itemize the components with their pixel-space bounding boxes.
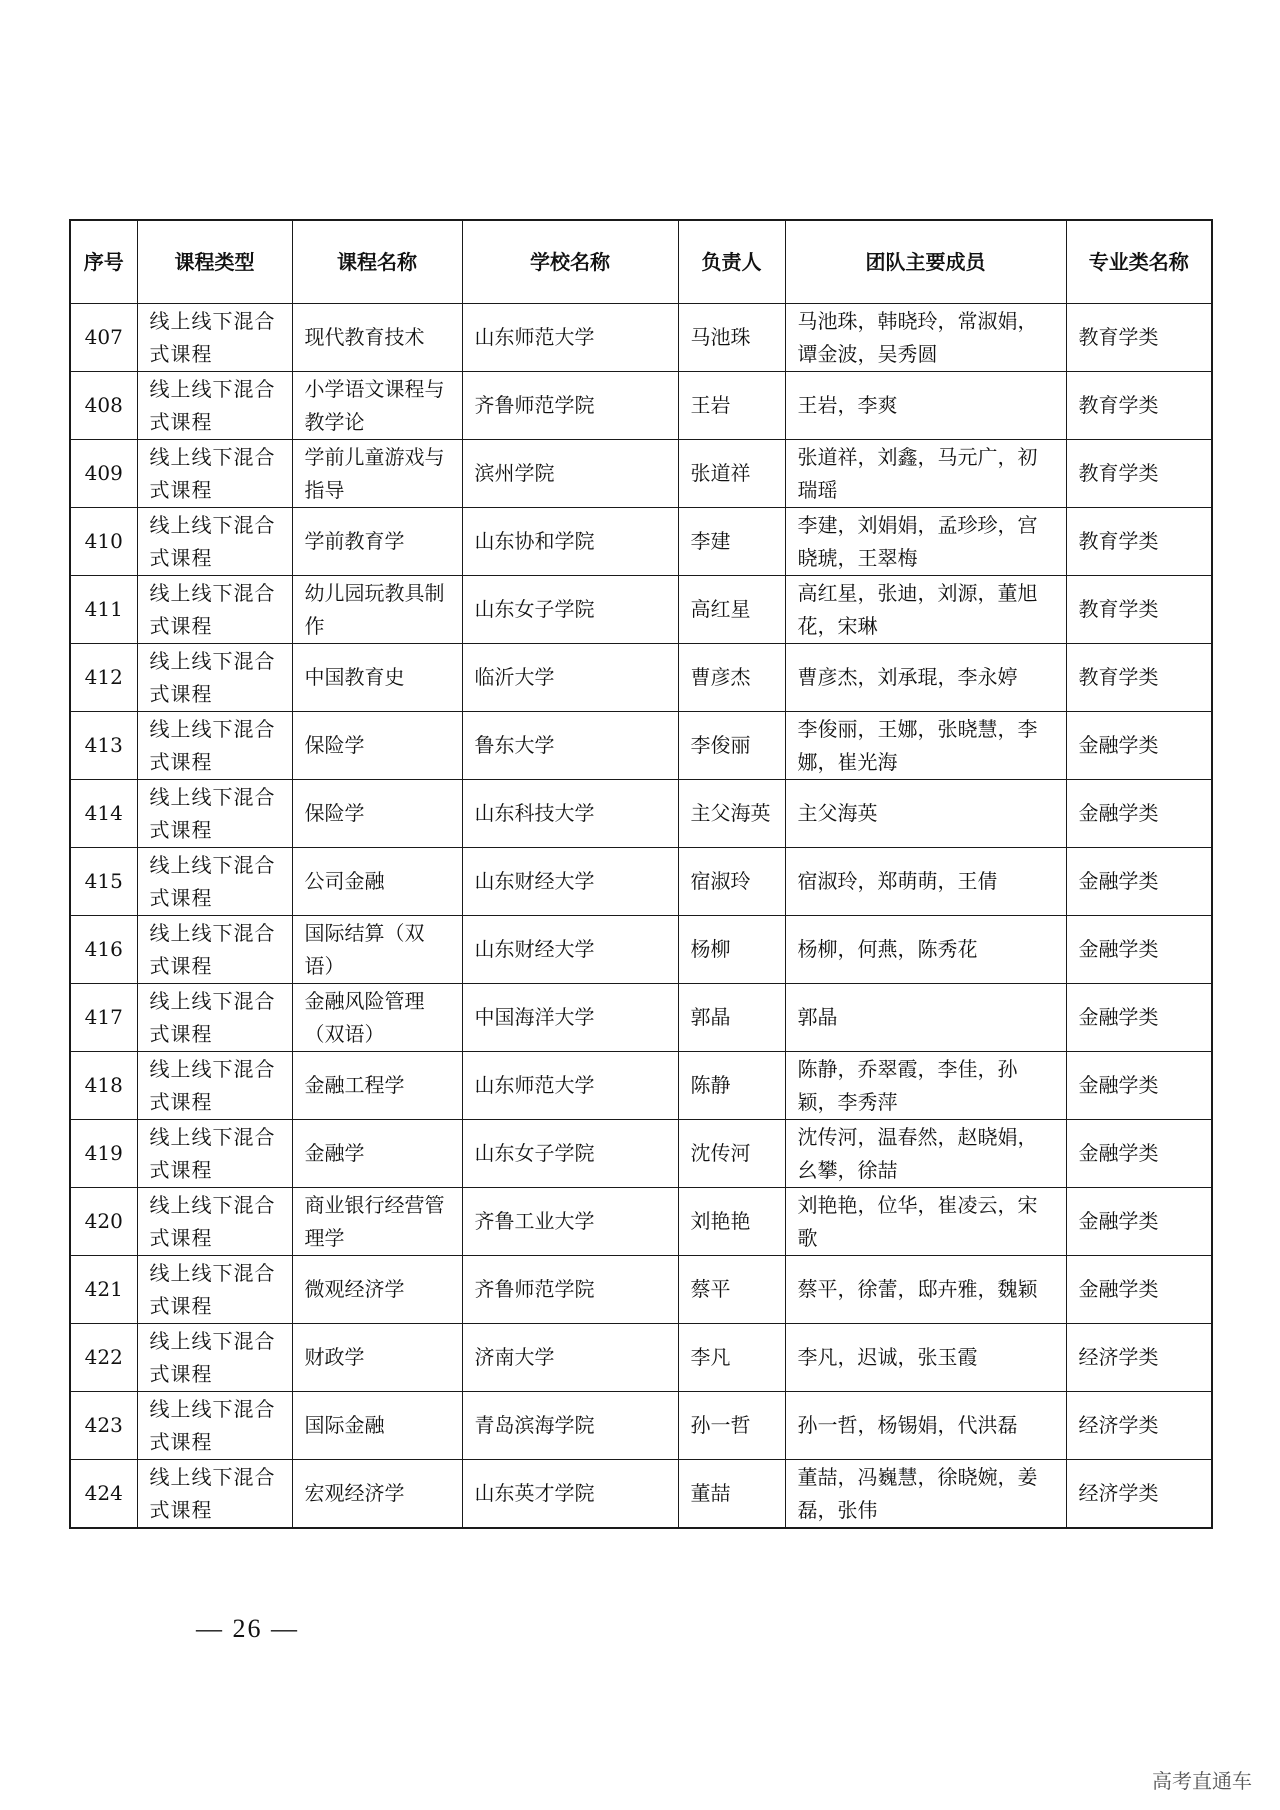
cell-course-type: 线上线下混合式课程 [137, 1256, 292, 1324]
cell-leader: 高红星 [678, 576, 785, 644]
table-row [70, 1120, 1212, 1188]
cell-no: 424 [70, 1460, 137, 1529]
cell-course-name: 幼儿园玩教具制作 [292, 576, 462, 644]
cell-course-name: 金融风险管理（双语） [292, 984, 462, 1052]
cell-category: 经济学类 [1066, 1324, 1212, 1392]
cell-course-type: 线上线下混合式课程 [137, 508, 292, 576]
cell-team-members: 李俊丽，王娜，张晓慧，李娜，崔光海 [785, 712, 1066, 780]
cell-course-name: 学前教育学 [292, 508, 462, 576]
cell-no: 419 [70, 1120, 137, 1188]
cell-team-members: 董喆，冯巍慧，徐晓婉，姜磊，张伟 [785, 1460, 1066, 1529]
table-row [70, 372, 1212, 440]
cell-no: 409 [70, 440, 137, 508]
cell-no: 414 [70, 780, 137, 848]
cell-course-name: 中国教育史 [292, 644, 462, 712]
page-number: — 26 — [196, 1614, 299, 1643]
header-col-no: 序号 [70, 220, 137, 304]
cell-team-members: 蔡平，徐蕾，邸卉雅，魏颖 [785, 1256, 1066, 1324]
cell-category: 金融学类 [1066, 984, 1212, 1052]
table-row [70, 1256, 1212, 1324]
table-row [70, 1392, 1212, 1460]
cell-no: 420 [70, 1188, 137, 1256]
table-row [70, 1324, 1212, 1392]
table-row [70, 1188, 1212, 1256]
cell-school: 济南大学 [462, 1324, 678, 1392]
cell-school: 山东协和学院 [462, 508, 678, 576]
cell-leader: 曹彦杰 [678, 644, 785, 712]
header-col-course-type: 课程类型 [137, 220, 292, 304]
cell-course-type: 线上线下混合式课程 [137, 440, 292, 508]
table-row [70, 984, 1212, 1052]
cell-leader: 刘艳艳 [678, 1188, 785, 1256]
cell-category: 金融学类 [1066, 1188, 1212, 1256]
cell-category: 教育学类 [1066, 440, 1212, 508]
cell-school: 山东财经大学 [462, 916, 678, 984]
cell-team-members: 沈传河，温春然，赵晓娟，幺攀，徐喆 [785, 1120, 1066, 1188]
cell-school: 山东师范大学 [462, 1052, 678, 1120]
cell-category: 教育学类 [1066, 304, 1212, 372]
cell-course-name: 财政学 [292, 1324, 462, 1392]
cell-team-members: 张道祥，刘鑫，马元广，初瑞瑶 [785, 440, 1066, 508]
cell-category: 金融学类 [1066, 1120, 1212, 1188]
cell-course-type: 线上线下混合式课程 [137, 1120, 292, 1188]
cell-course-type: 线上线下混合式课程 [137, 1392, 292, 1460]
header-col-leader: 负责人 [678, 220, 785, 304]
table-header-row [70, 220, 1212, 304]
cell-school: 鲁东大学 [462, 712, 678, 780]
cell-course-type: 线上线下混合式课程 [137, 1460, 292, 1529]
cell-school: 山东师范大学 [462, 304, 678, 372]
cell-leader: 沈传河 [678, 1120, 785, 1188]
cell-team-members: 马池珠，韩晓玲，常淑娟，谭金波，吴秀圆 [785, 304, 1066, 372]
cell-team-members: 陈静，乔翠霞，李佳，孙颖，李秀萍 [785, 1052, 1066, 1120]
cell-category: 教育学类 [1066, 508, 1212, 576]
cell-course-name: 公司金融 [292, 848, 462, 916]
cell-school: 山东女子学院 [462, 1120, 678, 1188]
cell-leader: 马池珠 [678, 304, 785, 372]
header-col-category: 专业类名称 [1066, 220, 1212, 304]
cell-course-name: 国际金融 [292, 1392, 462, 1460]
cell-course-type: 线上线下混合式课程 [137, 848, 292, 916]
cell-course-type: 线上线下混合式课程 [137, 304, 292, 372]
cell-course-name: 现代教育技术 [292, 304, 462, 372]
course-table [69, 219, 1213, 1529]
cell-no: 408 [70, 372, 137, 440]
cell-category: 教育学类 [1066, 576, 1212, 644]
table-row [70, 576, 1212, 644]
cell-course-type: 线上线下混合式课程 [137, 644, 292, 712]
cell-no: 416 [70, 916, 137, 984]
table-row [70, 712, 1212, 780]
cell-no: 407 [70, 304, 137, 372]
cell-course-name: 金融工程学 [292, 1052, 462, 1120]
cell-category: 经济学类 [1066, 1460, 1212, 1529]
table-row [70, 916, 1212, 984]
cell-leader: 蔡平 [678, 1256, 785, 1324]
cell-leader: 李俊丽 [678, 712, 785, 780]
cell-course-name: 小学语文课程与教学论 [292, 372, 462, 440]
cell-category: 金融学类 [1066, 848, 1212, 916]
cell-leader: 董喆 [678, 1460, 785, 1529]
cell-course-type: 线上线下混合式课程 [137, 576, 292, 644]
cell-school: 中国海洋大学 [462, 984, 678, 1052]
cell-no: 418 [70, 1052, 137, 1120]
cell-leader: 主父海英 [678, 780, 785, 848]
table-row [70, 508, 1212, 576]
header-col-school: 学校名称 [462, 220, 678, 304]
cell-leader: 李建 [678, 508, 785, 576]
cell-team-members: 曹彦杰，刘承琨，李永婷 [785, 644, 1066, 712]
cell-course-name: 保险学 [292, 780, 462, 848]
cell-category: 经济学类 [1066, 1392, 1212, 1460]
cell-course-type: 线上线下混合式课程 [137, 1188, 292, 1256]
cell-school: 青岛滨海学院 [462, 1392, 678, 1460]
cell-no: 421 [70, 1256, 137, 1324]
header-col-course-name: 课程名称 [292, 220, 462, 304]
cell-no: 415 [70, 848, 137, 916]
cell-team-members: 李建，刘娟娟，孟珍珍，宫晓琥，王翠梅 [785, 508, 1066, 576]
cell-course-name: 金融学 [292, 1120, 462, 1188]
cell-category: 金融学类 [1066, 780, 1212, 848]
cell-category: 教育学类 [1066, 372, 1212, 440]
cell-leader: 郭晶 [678, 984, 785, 1052]
cell-category: 金融学类 [1066, 916, 1212, 984]
cell-team-members: 郭晶 [785, 984, 1066, 1052]
cell-course-type: 线上线下混合式课程 [137, 916, 292, 984]
cell-no: 417 [70, 984, 137, 1052]
cell-category: 教育学类 [1066, 644, 1212, 712]
cell-leader: 王岩 [678, 372, 785, 440]
cell-category: 金融学类 [1066, 1052, 1212, 1120]
cell-no: 413 [70, 712, 137, 780]
cell-school: 山东英才学院 [462, 1460, 678, 1529]
cell-course-name: 国际结算（双语） [292, 916, 462, 984]
cell-school: 滨州学院 [462, 440, 678, 508]
cell-leader: 孙一哲 [678, 1392, 785, 1460]
cell-course-name: 微观经济学 [292, 1256, 462, 1324]
cell-school: 山东女子学院 [462, 576, 678, 644]
cell-team-members: 王岩，李爽 [785, 372, 1066, 440]
cell-leader: 陈静 [678, 1052, 785, 1120]
table-row [70, 780, 1212, 848]
table-row [70, 440, 1212, 508]
cell-team-members: 宿淑玲，郑萌萌，王倩 [785, 848, 1066, 916]
cell-team-members: 李凡，迟诚，张玉霞 [785, 1324, 1066, 1392]
table-row [70, 304, 1212, 372]
cell-school: 齐鲁师范学院 [462, 372, 678, 440]
cell-team-members: 杨柳，何燕，陈秀花 [785, 916, 1066, 984]
cell-leader: 李凡 [678, 1324, 785, 1392]
cell-course-type: 线上线下混合式课程 [137, 712, 292, 780]
cell-course-name: 宏观经济学 [292, 1460, 462, 1529]
cell-leader: 宿淑玲 [678, 848, 785, 916]
cell-no: 410 [70, 508, 137, 576]
cell-leader: 张道祥 [678, 440, 785, 508]
cell-leader: 杨柳 [678, 916, 785, 984]
cell-course-type: 线上线下混合式课程 [137, 1052, 292, 1120]
table-row [70, 644, 1212, 712]
table-row [70, 1460, 1212, 1529]
table-row [70, 848, 1212, 916]
cell-no: 412 [70, 644, 137, 712]
header-col-team-members: 团队主要成员 [785, 220, 1066, 304]
cell-school: 临沂大学 [462, 644, 678, 712]
cell-school: 山东科技大学 [462, 780, 678, 848]
cell-no: 422 [70, 1324, 137, 1392]
cell-course-type: 线上线下混合式课程 [137, 1324, 292, 1392]
cell-team-members: 主父海英 [785, 780, 1066, 848]
cell-course-name: 学前儿童游戏与指导 [292, 440, 462, 508]
cell-team-members: 刘艳艳，位华，崔凌云，宋歌 [785, 1188, 1066, 1256]
cell-course-type: 线上线下混合式课程 [137, 984, 292, 1052]
cell-team-members: 高红星，张迪，刘源，董旭花，宋琳 [785, 576, 1066, 644]
cell-school: 齐鲁工业大学 [462, 1188, 678, 1256]
cell-category: 金融学类 [1066, 1256, 1212, 1324]
cell-course-type: 线上线下混合式课程 [137, 372, 292, 440]
cell-team-members: 孙一哲，杨锡娟，代洪磊 [785, 1392, 1066, 1460]
cell-no: 411 [70, 576, 137, 644]
watermark-text: 高考直通车 [1152, 1769, 1252, 1793]
cell-category: 金融学类 [1066, 712, 1212, 780]
cell-course-name: 保险学 [292, 712, 462, 780]
table-row [70, 1052, 1212, 1120]
cell-school: 山东财经大学 [462, 848, 678, 916]
cell-course-name: 商业银行经营管理学 [292, 1188, 462, 1256]
cell-no: 423 [70, 1392, 137, 1460]
cell-school: 齐鲁师范学院 [462, 1256, 678, 1324]
cell-course-type: 线上线下混合式课程 [137, 780, 292, 848]
